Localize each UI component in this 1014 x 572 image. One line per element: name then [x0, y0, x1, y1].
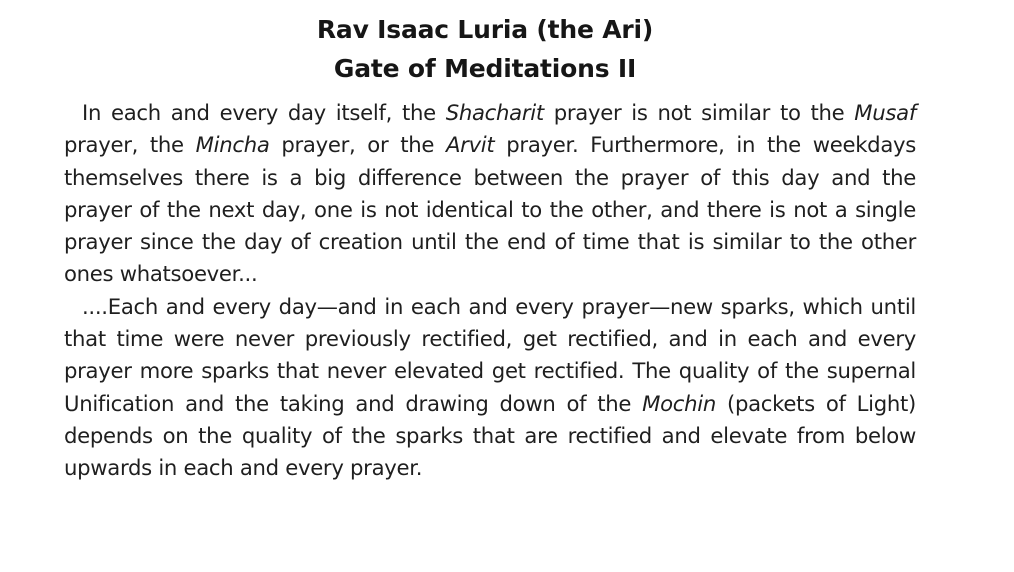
paragraph-1-text-b: prayer is not similar to the: [543, 100, 855, 125]
paragraph-1-text-a: In each and every day itself, the: [82, 100, 446, 125]
paragraph-1-text-e: prayer. Furthermore, in the weekdays themselves there is a big difference between the prayer of this day and the prayer of the next day, one is not identical to the other, and there is not a single prayer since the day of creation until the end of time that is similar to the other ones whatsoever...: [64, 132, 916, 287]
term-mochin: Mochin: [642, 390, 716, 416]
term-shacharit: Shacharit: [445, 100, 544, 125]
paragraph-1: [64, 97, 916, 291]
quote-body: [64, 97, 916, 485]
term-mincha: Mincha: [195, 132, 270, 158]
document-title: [0, 10, 970, 88]
paragraph-2-text-a: ....Each and every day—and in each and every prayer—new sparks, which until that time were never previously rectified, get rectified, and in each and every prayer more sparks that never elevated get rectified. The quality of the supernal Unification and the taking and drawing down of the: [64, 293, 916, 416]
paragraph-1-text-c: prayer, the: [64, 132, 196, 158]
paragraph-2: [64, 291, 916, 485]
title-author: Rav Isaac Luria (the Ari): [316, 15, 654, 44]
title-work: Gate of Meditations II: [333, 54, 637, 83]
paragraph-2-text-b: (packets of Light) depends on the quality of the sparks that are rectified and elevate from below upwards in each and every prayer.: [64, 390, 916, 481]
paragraph-1-text-d: prayer, or the: [269, 132, 446, 158]
term-arvit: Arvit: [445, 132, 495, 158]
term-musaf: Musaf: [854, 100, 916, 125]
